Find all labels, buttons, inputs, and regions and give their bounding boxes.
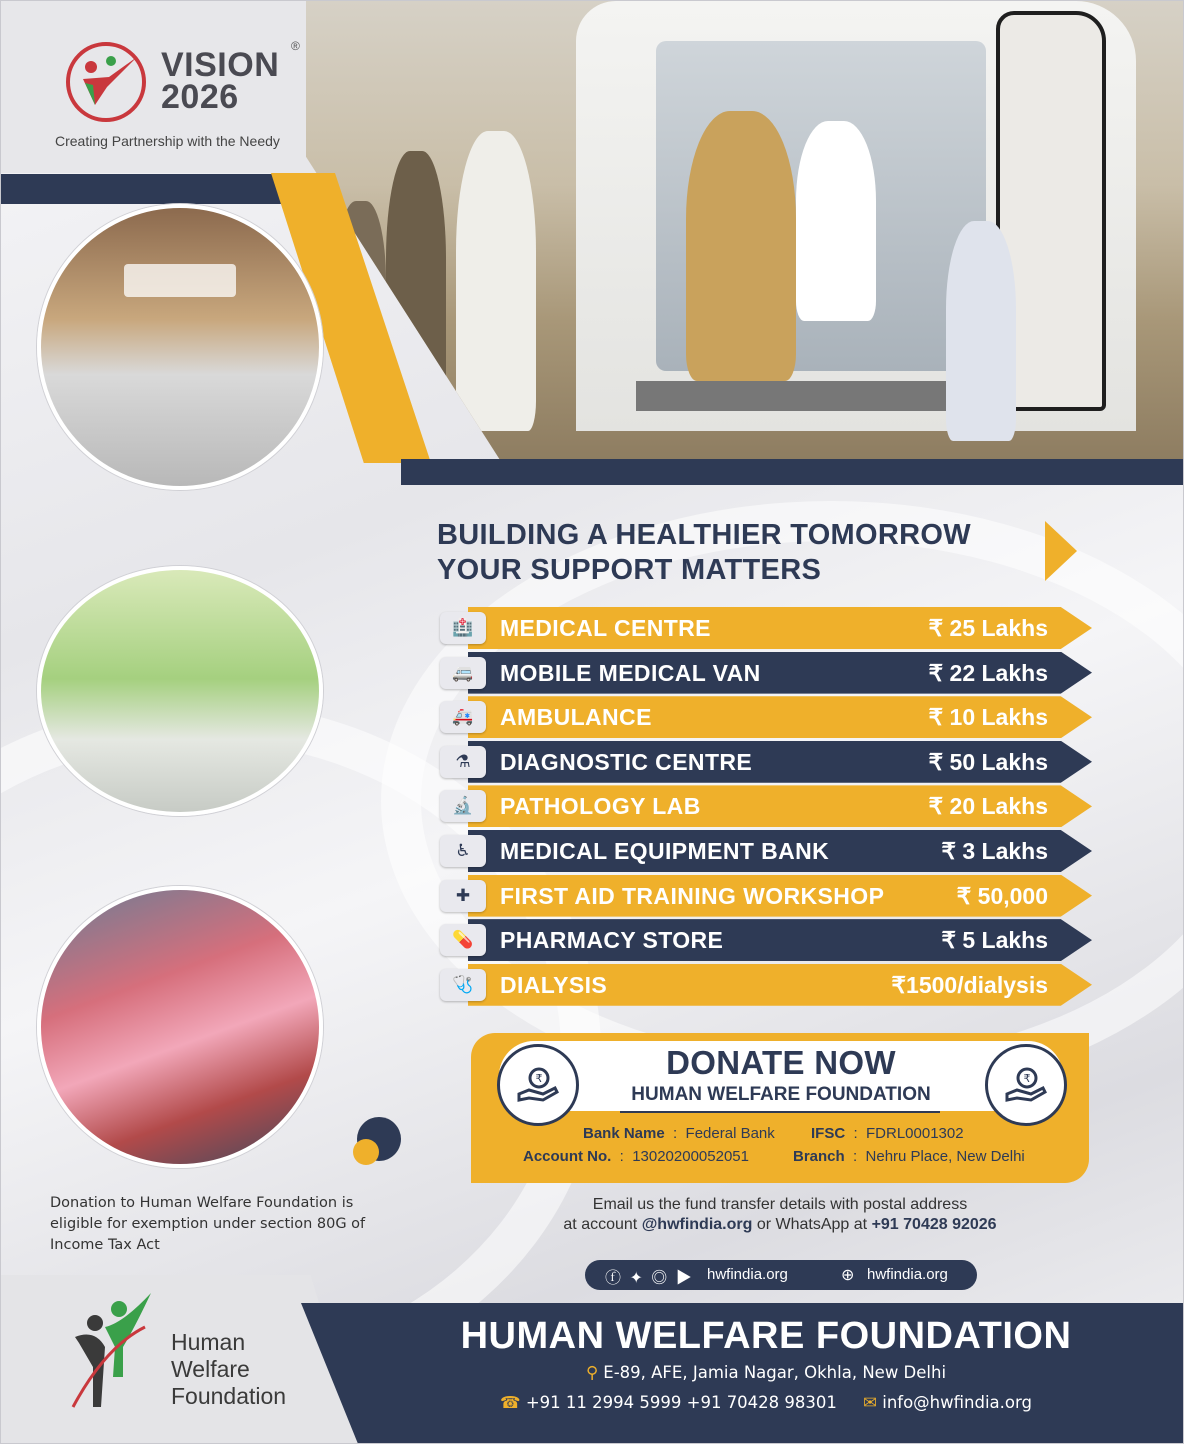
cost-row	[438, 830, 1092, 875]
headline-line-2: YOUR SUPPORT MATTERS	[437, 554, 822, 586]
divider	[620, 1111, 940, 1113]
vision-logo-text: VISION 2026	[161, 46, 280, 116]
photo-first-aid-workshop	[37, 204, 323, 490]
hwf-logo-text: Human Welfare Foundation	[171, 1329, 287, 1409]
social-bar	[585, 1260, 977, 1290]
navy-band	[401, 459, 1184, 485]
cost-item-price: ₹ 10 Lakhs	[928, 704, 1048, 731]
cost-item-label: PATHOLOGY LAB	[500, 793, 701, 820]
brand-tagline: Creating Partnership with the Needy	[55, 133, 280, 149]
cost-item-price: ₹ 50 Lakhs	[928, 748, 1048, 775]
ifsc-row: IFSC : FDRL0001302	[811, 1125, 964, 1142]
cost-row	[438, 696, 1092, 741]
cost-row	[438, 875, 1092, 920]
cost-item-price: ₹ 5 Lakhs	[941, 927, 1048, 954]
fund-transfer-note: Email us the fund transfer details with postal address at account @hwfindia.org or WhatsApp at +91 70428 92026	[563, 1196, 997, 1233]
cost-item-label: MOBILE MEDICAL VAN	[500, 659, 761, 686]
social-handle[interactable]: hwfindia.org	[707, 1266, 788, 1283]
child-figure	[946, 221, 1016, 441]
cost-item-label: PHARMACY STORE	[500, 927, 724, 954]
cost-item-label: FIRST AID TRAINING WORKSHOP	[500, 882, 885, 909]
donation-email-link[interactable]: @hwfindia.org	[641, 1216, 753, 1233]
location-pin-icon: ⚲	[585, 1363, 599, 1382]
cost-item-price: ₹ 22 Lakhs	[928, 659, 1048, 686]
first-aid-icon: ✚	[440, 880, 486, 912]
cost-item-price: ₹1500/dialysis	[891, 971, 1048, 998]
ambulance-icon: 🚑	[440, 701, 486, 733]
cost-row	[438, 741, 1092, 786]
cost-item-label: MEDICAL CENTRE	[500, 615, 711, 641]
photo-mother-and-child	[37, 886, 323, 1168]
mail-icon: ✉	[863, 1393, 877, 1412]
tax-exemption-note: Donation to Human Welfare Foundation is eligible for exemption under section 80G of Income Tax Act	[50, 1195, 366, 1253]
workshop-banner	[124, 264, 235, 297]
cost-item-label: AMBULANCE	[500, 704, 652, 731]
globe-icon: ⊕	[841, 1267, 855, 1284]
cost-row	[438, 607, 1092, 652]
footer-phones[interactable]: +91 11 2994 5999 +91 70428 98301	[525, 1393, 837, 1412]
donate-hand-icon	[497, 1044, 579, 1126]
branch-row: Branch : Nehru Place, New Delhi	[793, 1148, 1025, 1165]
donate-title: DONATE NOW	[666, 1044, 896, 1081]
headline-line-1: BUILDING A HEALTHIER TOMORROW	[437, 519, 971, 551]
registered-mark: ®	[291, 39, 300, 53]
headline	[437, 518, 1057, 588]
person-figure	[456, 131, 536, 431]
hero-photo-ambulance	[306, 1, 1184, 459]
diagnostic-icon: ⚗	[440, 746, 486, 778]
bank-name-row: Bank Name : Federal Bank	[583, 1125, 775, 1142]
vision-logo-icon	[63, 39, 149, 125]
decor-dot	[353, 1139, 379, 1165]
social-icons[interactable]: ⓕ ✦ ◎ ▶	[605, 1270, 694, 1287]
footer-address: ⚲ E-89, AFE, Jamia Nagar, Okhla, New Delhi	[585, 1363, 947, 1382]
donate-hand-icon	[985, 1044, 1067, 1126]
cost-row	[438, 964, 1092, 1009]
svg-text:₹: ₹	[1023, 1072, 1031, 1085]
wheelchair-icon: ♿	[440, 835, 486, 867]
cost-item-price: ₹ 20 Lakhs	[928, 793, 1048, 820]
navy-band	[1, 174, 306, 204]
donate-subtitle: HUMAN WELFARE FOUNDATION	[631, 1084, 931, 1105]
medical-van-icon: 🚐	[440, 657, 486, 689]
cost-row	[438, 652, 1092, 697]
account-row: Account No. : 13020200052051	[523, 1148, 749, 1165]
whatsapp-number[interactable]: +91 70428 92026	[871, 1216, 997, 1233]
cost-item-price: ₹ 50,000	[956, 882, 1048, 909]
cost-item-price: ₹ 3 Lakhs	[941, 837, 1048, 864]
photo-medical-centre-interior	[37, 566, 323, 816]
phone-icon: ☎	[500, 1393, 521, 1412]
doctor-figure	[796, 121, 876, 321]
svg-text:₹: ₹	[535, 1072, 543, 1085]
website-link[interactable]: hwfindia.org	[867, 1266, 948, 1283]
pharmacy-icon: 💊	[440, 924, 486, 956]
cost-list	[438, 607, 1092, 1008]
dialysis-icon: 🩺	[440, 969, 486, 1001]
footer-email[interactable]: info@hwfindia.org	[882, 1393, 1032, 1412]
van-floor	[636, 381, 996, 411]
cost-row	[438, 785, 1092, 830]
person-figure	[686, 111, 796, 381]
cost-item-price: ₹ 25 Lakhs	[928, 615, 1048, 641]
cost-item-label: DIAGNOSTIC CENTRE	[500, 748, 753, 775]
cost-row	[438, 919, 1092, 964]
hwf-logo-icon	[65, 1287, 165, 1417]
footer-title: HUMAN WELFARE FOUNDATION	[460, 1315, 1072, 1357]
cost-item-label: MEDICAL EQUIPMENT BANK	[500, 837, 830, 864]
hospital-icon: 🏥	[440, 612, 486, 644]
microscope-icon: 🔬	[440, 790, 486, 822]
cost-item-label: DIALYSIS	[500, 971, 608, 998]
footer-contact	[441, 1393, 1091, 1412]
